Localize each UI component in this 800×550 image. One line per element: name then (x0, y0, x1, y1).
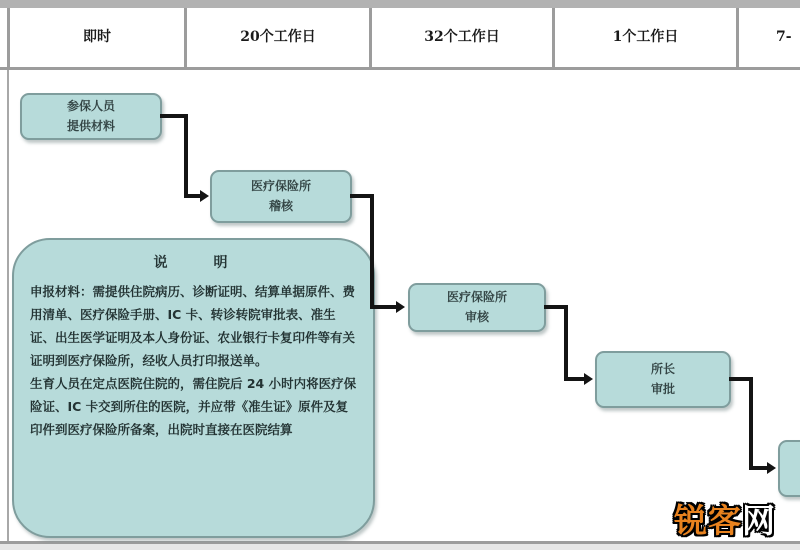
connector-3-v (564, 305, 568, 381)
connector-4-h2 (749, 466, 769, 470)
arrowhead-icon (200, 190, 209, 202)
node-label: 所长 (650, 362, 675, 377)
arrowhead-icon (584, 373, 593, 385)
node-label: 审批 (650, 381, 675, 396)
header-bottom-border (0, 67, 800, 70)
watermark (674, 495, 776, 542)
grid-divider (736, 8, 739, 67)
node-label: 医疗保险所 (446, 290, 507, 305)
header-cell-immediate: 即时 (83, 29, 111, 45)
explanation-paragraph-2: 生育人员在定点医院住院的，需住院后 24 小时内将医疗保险证、IC 卡交到所住的医院，并应带《准生证》原件及复印件到医疗保险所备案，出院时直接在医院结算 (30, 376, 357, 437)
flow-node-insurance-office-review (408, 283, 546, 332)
header-top-border (0, 0, 800, 8)
node-label: 稽核 (268, 198, 293, 213)
header-cell-32-days: 32个工作日 (424, 29, 500, 45)
node-label: 提供材料 (66, 118, 115, 133)
explanation-box (12, 238, 375, 538)
connector-3-h2 (564, 377, 586, 381)
flow-node-next-step-clipped (778, 440, 800, 497)
bottom-strip (0, 544, 800, 550)
flow-node-insured-provides-materials (20, 93, 162, 140)
connector-2-h2 (370, 305, 398, 309)
explanation-paragraph-1: 申报材料：需提供住院病历、诊断证明、结算单据原件、费用清单、医疗保险手册、IC 卡、转诊转院审批表、准生证、出生医学证明及本人身份证、农业银行卡复印件等有关证明到医疗保险所，经收人员打印报送单。 (30, 284, 356, 368)
flow-node-insurance-office-check (210, 170, 352, 223)
arrowhead-icon (767, 462, 776, 474)
arrowhead-icon (396, 301, 405, 313)
flow-node-director-approval (595, 351, 731, 408)
connector-4-v (749, 377, 753, 470)
explanation-body (30, 280, 357, 441)
header-cell-20-days: 20个工作日 (240, 29, 316, 45)
connector-1-v (184, 114, 188, 198)
node-label: 医疗保险所 (250, 179, 311, 194)
header-cell-1-day: 1个工作日 (612, 29, 679, 45)
left-border-line (7, 70, 9, 542)
explanation-title: 说 明 (153, 255, 234, 271)
node-label: 参保人员 (66, 99, 115, 114)
watermark-text-white: 网 (742, 501, 776, 540)
node-label: 审核 (464, 309, 489, 324)
watermark-text-orange: 锐客 (674, 501, 742, 540)
connector-2-v (370, 194, 374, 309)
header-cell-7-days: 7- (776, 29, 792, 45)
